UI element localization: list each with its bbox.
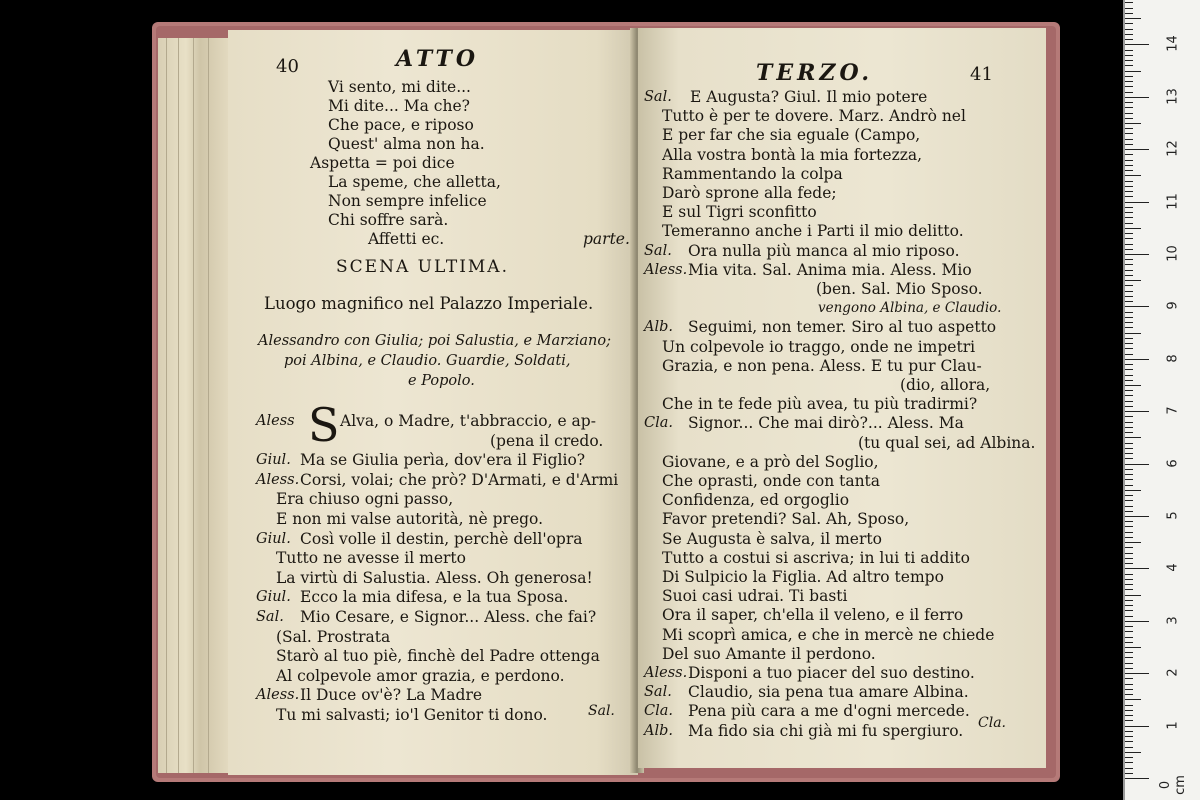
dialogue-line: Starò al tuo piè, finchè del Padre ottenga xyxy=(276,647,600,666)
verse-line: Quest' alma non ha. xyxy=(328,135,485,153)
dialogue-line: Tutto a costui si ascriva; in lui ti addito xyxy=(662,548,970,567)
dialogue-line: (tu qual sei, ad Albina. xyxy=(858,433,1036,452)
dialogue-line: Rammentando la colpa xyxy=(662,164,843,183)
dialogue-line: Ma se Giulia perìa, dov'era il Figlio? xyxy=(300,451,586,470)
dialogue-line: E per far che sia eguale (Campo, xyxy=(662,126,921,145)
speaker-label: Giul. xyxy=(256,589,291,606)
speaker-label: Sal. xyxy=(644,684,672,701)
dialogue-line: Corsi, volai; che prò? D'Armati, e d'Armi xyxy=(300,470,619,489)
dialogue-line: Ora nulla più manca al mio riposo. xyxy=(688,241,960,260)
dialogue-line: Suoi casi udrai. Ti basti xyxy=(662,587,848,606)
verse-line: Affetti ec. xyxy=(368,230,445,248)
dialogue-line: Seguimi, non temer. Siro al tuo aspetto xyxy=(688,318,997,337)
dialogue-line: E sul Tigri sconfitto xyxy=(662,203,817,222)
dialogue-line: (dio, allora, xyxy=(900,376,991,394)
speaker-label: Cla. xyxy=(644,415,673,432)
left-page-number: 40 xyxy=(276,56,299,77)
dialogue-line: Tu mi salvasti; io'l Genitor ti dono. xyxy=(276,706,548,724)
dialogue-line: Confidenza, ed orgoglio xyxy=(662,491,850,510)
measurement-ruler xyxy=(1123,0,1200,800)
dialogue-line: Il Duce ov'è? La Madre xyxy=(300,686,483,705)
dialogue-line: Ora il saper, ch'ella il veleno, e il ferro xyxy=(662,606,964,625)
right-page-number: 41 xyxy=(970,64,993,85)
drop-cap: S xyxy=(308,398,340,452)
speaker-label: Sal. xyxy=(644,242,672,259)
dialogue-line: Mio Cesare, e Signor... Aless. che fai? xyxy=(300,608,597,626)
dialogue-line: Darò sprone alla fede; xyxy=(662,184,837,202)
ruler-label: 10 xyxy=(1165,245,1181,262)
catchword: Sal. xyxy=(588,703,615,719)
verse-line: Che pace, e riposo xyxy=(328,116,474,134)
dialogue-line: E Augusta? Giul. Il mio potere xyxy=(690,88,928,106)
ruler-label: 11 xyxy=(1165,192,1181,210)
dialogue-line: E non mi valse autorità, nè prego. xyxy=(276,510,544,528)
ruler-label: 4 xyxy=(1165,563,1181,573)
dialogue-line: Ecco la mia difesa, e la tua Sposa. xyxy=(300,588,569,607)
speaker-label: Giul. xyxy=(256,530,291,547)
dialogue-line: Un colpevole io traggo, onde ne impetri xyxy=(662,337,976,356)
ruler-label: 7 xyxy=(1165,406,1181,415)
right-page xyxy=(638,28,1046,768)
speaker-label: Aless. xyxy=(256,687,300,704)
exit-note: parte. xyxy=(583,230,630,248)
dialogue-line: Se Augusta è salva, il merto xyxy=(662,529,882,548)
verse-line: Mi dite... Ma che? xyxy=(328,97,470,115)
dialogue-line: Grazia, e non pena. Aless. E tu pur Clau- xyxy=(662,356,982,375)
speaker-label: Giul. xyxy=(256,452,291,469)
dialogue-line: (pena il credo. xyxy=(490,431,604,450)
page-edges xyxy=(158,38,228,773)
dialogue-line: Del suo Amante il perdono. xyxy=(662,644,876,663)
scene-setting: Luogo magnifico nel Palazzo Imperiale. xyxy=(264,294,594,313)
verse-line: Chi soffre sarà. xyxy=(328,211,449,229)
verse-line: La speme, che alletta, xyxy=(328,173,501,191)
dialogue-line: La virtù di Salustia. Aless. Oh generosa! xyxy=(276,568,593,587)
dialogue-line: Disponi a tuo piacer del suo destino. xyxy=(688,664,975,682)
dialogue-line: (Sal. Prostrata xyxy=(276,627,391,646)
dialogue-line: Alva, o Madre, t'abbraccio, e ap- xyxy=(340,412,596,430)
ruler-label: 5 xyxy=(1165,511,1181,520)
dialogue-line: Di Sulpicio la Figlia. Ad altro tempo xyxy=(662,568,944,586)
ruler-label: 0 cm xyxy=(1158,775,1188,795)
dialogue-line: Claudio, sia pena tua amare Albina. xyxy=(688,683,969,702)
ruler-label: 14 xyxy=(1165,35,1181,53)
dialogue-line: Era chiuso ogni passo, xyxy=(276,490,454,509)
speaker-label: Alb. xyxy=(644,722,673,739)
dialogue-line: Al colpevole amor grazia, e perdono. xyxy=(276,666,565,685)
scene-title: SCENA ULTIMA. xyxy=(336,257,509,277)
dialogue-line: Alla vostra bontà la mia fortezza, xyxy=(662,145,923,164)
dialogue-line: Così volle il destin, perchè dell'opra xyxy=(300,529,583,548)
speaker-label: Aless. xyxy=(644,665,688,681)
verse-line: Vi sento, mi dite... xyxy=(328,78,471,96)
dialogue-line: Giovane, e a prò del Soglio, xyxy=(662,452,879,471)
ruler-label: 3 xyxy=(1165,616,1181,625)
dialogue-line: Favor pretendi? Sal. Ah, Sposo, xyxy=(662,510,910,529)
speaker-label: Aless. xyxy=(644,261,688,278)
ruler-label: 12 xyxy=(1165,140,1181,157)
dialogue-line: Pena più cara a me d'ogni mercede. xyxy=(688,702,970,721)
left-running-head: ATTO xyxy=(396,46,479,72)
ruler-label: 9 xyxy=(1165,301,1181,311)
speaker-label: Sal. xyxy=(644,89,672,105)
speaker-label: Alb. xyxy=(644,319,673,336)
ruler-label: 2 xyxy=(1165,668,1181,677)
speaker-label: Aless. xyxy=(256,471,300,488)
left-page xyxy=(228,30,638,775)
dialogue-line: Mia vita. Sal. Anima mia. Aless. Mio xyxy=(688,260,972,279)
character-list-line: e Popolo. xyxy=(408,373,475,389)
dialogue-line: Che in te fede più avea, tu più tradirmi? xyxy=(662,395,978,414)
dialogue-line: Ma fido sia chi già mi fu spergiuro. xyxy=(688,721,964,740)
dialogue-line: Signor... Che mai dirò?... Aless. Ma xyxy=(688,414,964,433)
ruler-label: 8 xyxy=(1165,354,1181,363)
dialogue-line: vengono Albina, e Claudio. xyxy=(818,300,1002,317)
dialogue-line: Tutto ne avesse il merto xyxy=(276,549,466,568)
dialogue-line: Che oprasti, onde con tanta xyxy=(662,472,881,490)
ruler-label: 6 xyxy=(1165,458,1181,468)
dialogue-line: Mi scoprì amica, e che in mercè ne chiede xyxy=(662,625,995,644)
dialogue-line: (ben. Sal. Mio Sposo. xyxy=(816,280,983,298)
speaker-label: Sal. xyxy=(256,609,284,625)
verse-line: Aspetta = poi dice xyxy=(310,154,455,172)
catchword: Cla. xyxy=(978,715,1006,731)
ruler-label: 13 xyxy=(1165,88,1181,105)
dialogue-line: Tutto è per te dovere. Marz. Andrò nel xyxy=(662,107,966,126)
ruler-label: 1 xyxy=(1165,720,1181,730)
character-list-line: poi Albina, e Claudio. Guardie, Soldati, xyxy=(284,353,571,369)
dialogue-line: Temeranno anche i Parti il mio delitto. xyxy=(662,222,964,241)
right-running-head: TERZO. xyxy=(756,60,874,86)
character-list-line: Alessandro con Giulia; poi Salustia, e Marziano; xyxy=(258,333,611,349)
speaker-label: Aless xyxy=(256,413,295,429)
speaker-label: Cla. xyxy=(644,703,673,720)
verse-line: Non sempre infelice xyxy=(328,192,487,210)
